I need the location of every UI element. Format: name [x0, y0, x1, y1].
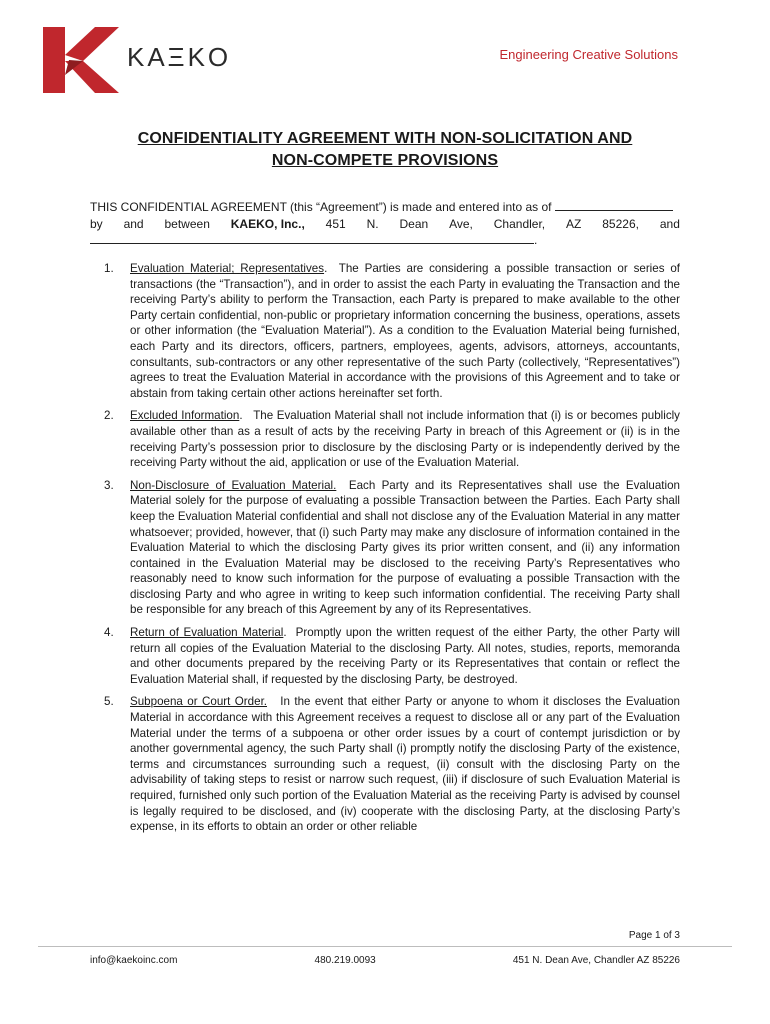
- section-item: [90, 408, 680, 470]
- sections-list: [90, 261, 680, 842]
- section-heading: Excluded Information: [130, 409, 240, 423]
- intro-by: by: [90, 216, 103, 231]
- address-zip: 85226,: [602, 216, 639, 231]
- section-body: [130, 478, 680, 618]
- section-heading: Subpoena or Court Order.: [130, 695, 268, 709]
- footer-address: 451 N. Dean Ave, Chandler AZ 85226: [512, 955, 680, 966]
- page-number: Page 1 of 3: [628, 930, 680, 941]
- section-heading: Evaluation Material; Representatives: [130, 262, 325, 275]
- party-name-blank[interactable]: [90, 232, 534, 244]
- intro-period: .: [534, 233, 538, 247]
- section-heading: Non-Disclosure of Evaluation Material.: [130, 478, 337, 492]
- section-number: 4.: [104, 626, 114, 640]
- document-title: [90, 128, 680, 172]
- tagline: Engineering Creative Solutions: [499, 47, 678, 62]
- section-text: The Parties are considering a possible transaction or series of transactions (the “Transaction”), and in order to assist the each Party in evaluating the Transaction and the receiving Party’s ability to perform the Transaction, each Party is prepared to make available to the other Party certain confidential, non-public or proprietary information concerning the business, operations, assets or other information (the “Evaluation Material”). As a condition to the Evaluation Material being furnished, each Party and its directors, officers, partners, employees, agents, advisors, attorneys, accountants, consultants, sub-contractors or any other representative of the such Party (collectively, “Representatives”) agrees to treat the Evaluation Material in accordance with the provisions of this Agreement and to take or abstain from taking certain other actions hereinafter set forth.: [130, 262, 681, 400]
- section-item: [90, 694, 680, 834]
- section-item: [90, 261, 680, 401]
- section-text: In the event that either Party or anyone to whom it discloses the Evaluation Material in accordance with this Agreement receives a request to disclose all or any part of the Evaluation Material under the terms of a subpoena or other order issues by a court of contempt jurisdiction or by another governmental agency, the such Party shall (i) promptly notify the disclosing Party of the existence, terms and circumstances surrounding such a request, (ii) consult with the disclosing Party on the advisability of taking steps to resist or narrow such request, (iii) if disclosure of such Evaluation Material is required, furnished only such portion of the Evaluation Material as the receiving Party is advised by counsel is legally required to be disclosed, and (iv) cooperate with the disclosing Party, at the disclosing Party’s expense, in its efforts to obtain an order or other reliable: [130, 695, 680, 834]
- intro-and-2: and: [659, 216, 680, 231]
- page-footer: [90, 955, 680, 966]
- kaeko-logo-mark: [43, 27, 253, 93]
- section-heading: Return of Evaluation Material: [130, 626, 284, 640]
- section-number: 3.: [104, 478, 114, 492]
- address-direction: N.: [366, 216, 379, 231]
- footer-phone: 480.219.0093: [314, 955, 376, 966]
- footer-email[interactable]: info@kaekoinc.com: [90, 955, 178, 966]
- section-body: Evaluation Material; Representatives. The Parties are considering a possible transaction or series of transactions (the “Transaction”), and in order to assist the each Party in evaluating the Transaction and the receiving Party’s ability to perform the Transaction, each Party is prepared to make available to the other Party certain confidential, non-public or proprietary information concerning the business, operations, assets or other information (the “Evaluation Material”). As a condition to the Evaluation Material being furnished, each Party and its directors, officers, partners, employees, agents, advisors, attorneys, accountants, consultants, sub-contractors or any other representative of the such Party (collectively, “Representatives”) agrees to treat the Evaluation Material in accordance with the provisions of this Agreement and to take or abstain from taking certain other actions hereinafter set forth.: [130, 262, 681, 400]
- section-body: Excluded Information. The Evaluation Material shall not include information that (i) is or becomes publicly available other than as a result of acts by the receiving Party in breach of this Agreement or (ii) is in the receiving Party’s possession prior to disclosure by the disclosing Party or is independently derived by the receiving Party without the aid, application or use of the Evaluation Material.: [130, 409, 680, 470]
- footer-divider: [38, 946, 732, 947]
- date-blank[interactable]: [555, 199, 673, 211]
- section-number: 1.: [104, 262, 114, 275]
- section-body: Return of Evaluation Material. Promptly upon the written request of the either Party, the other Party will return all copies of the Evaluation Material to the disclosing Party. All notes, studies, reports, memoranda and other documents prepared by the receiving Party or its Representatives that contain or reflect the Evaluation Material shall, if requested by the disclosing Party, be destroyed.: [130, 626, 681, 686]
- section-number: 2.: [104, 409, 114, 423]
- section-text: Each Party and its Representatives shall use the Evaluation Material solely for the purpose of evaluating a possible Transaction between the Parties. Each Party shall keep the Evaluation Material confidential and shall not disclose any of the Evaluation Material in any matter whatsoever; provided, however, that (i) such Party may make any disclosure of information contained in the Evaluation Material to which the disclosing Party gives its prior written consent, and (ii) any information contained in the Evaluation Material may be disclosed to the receiving Party’s Representatives who reasonably need to know such information for the purpose of evaluating a possible Transaction with the disclosing Party and who agree in writing to keep such information confidential. The receiving Party shall be responsible for any breach of this Agreement by any of its Representatives.: [130, 478, 681, 617]
- address-street: Dean: [399, 216, 429, 231]
- section-item: [90, 625, 680, 687]
- intro-between: between: [164, 216, 210, 231]
- address-suffix: Ave,: [449, 216, 473, 231]
- section-number: 5.: [104, 695, 114, 709]
- section-item: [90, 478, 680, 618]
- section-text: The Evaluation Material shall not include information that (i) is or becomes publicly available other than as a result of acts by the receiving Party in breach of this Agreement or (ii) is in the receiving Party’s possession prior to disclosure by the disclosing Party or is independently derived by the receiving Party without the aid, application or use of the Evaluation Material.: [130, 409, 680, 470]
- intro-line-3: [90, 232, 680, 249]
- address-state: AZ: [566, 216, 582, 231]
- section-body: [130, 694, 680, 834]
- title-line-1: CONFIDENTIALITY AGREEMENT WITH NON-SOLICITATION AND: [137, 130, 633, 147]
- intro-line-2: [90, 216, 680, 233]
- intro-and: and: [123, 216, 144, 231]
- address-city: Chandler,: [493, 216, 546, 231]
- intro-paragraph: [90, 199, 680, 249]
- kaeko-logo: [43, 27, 253, 93]
- intro-line-1: [90, 199, 680, 216]
- address-number: 451: [325, 216, 346, 231]
- company-name: KAEKO, Inc.,: [230, 216, 305, 231]
- page-header: [0, 0, 770, 110]
- intro-text: THIS CONFIDENTIAL AGREEMENT (this “Agreement”) is made and entered into as of: [90, 200, 552, 214]
- kaeko-wordmark: KAΞKO: [127, 42, 232, 72]
- title-line-2: NON-COMPETE PROVISIONS: [271, 152, 499, 169]
- section-text: Promptly upon the written request of the either Party, the other Party will return all copies of the Evaluation Material to the disclosing Party. All notes, studies, reports, memoranda and other documents prepared by the receiving Party or its Representatives that contain or reflect the Evaluation Material shall, if requested by the disclosing Party, be destroyed.: [130, 626, 681, 686]
